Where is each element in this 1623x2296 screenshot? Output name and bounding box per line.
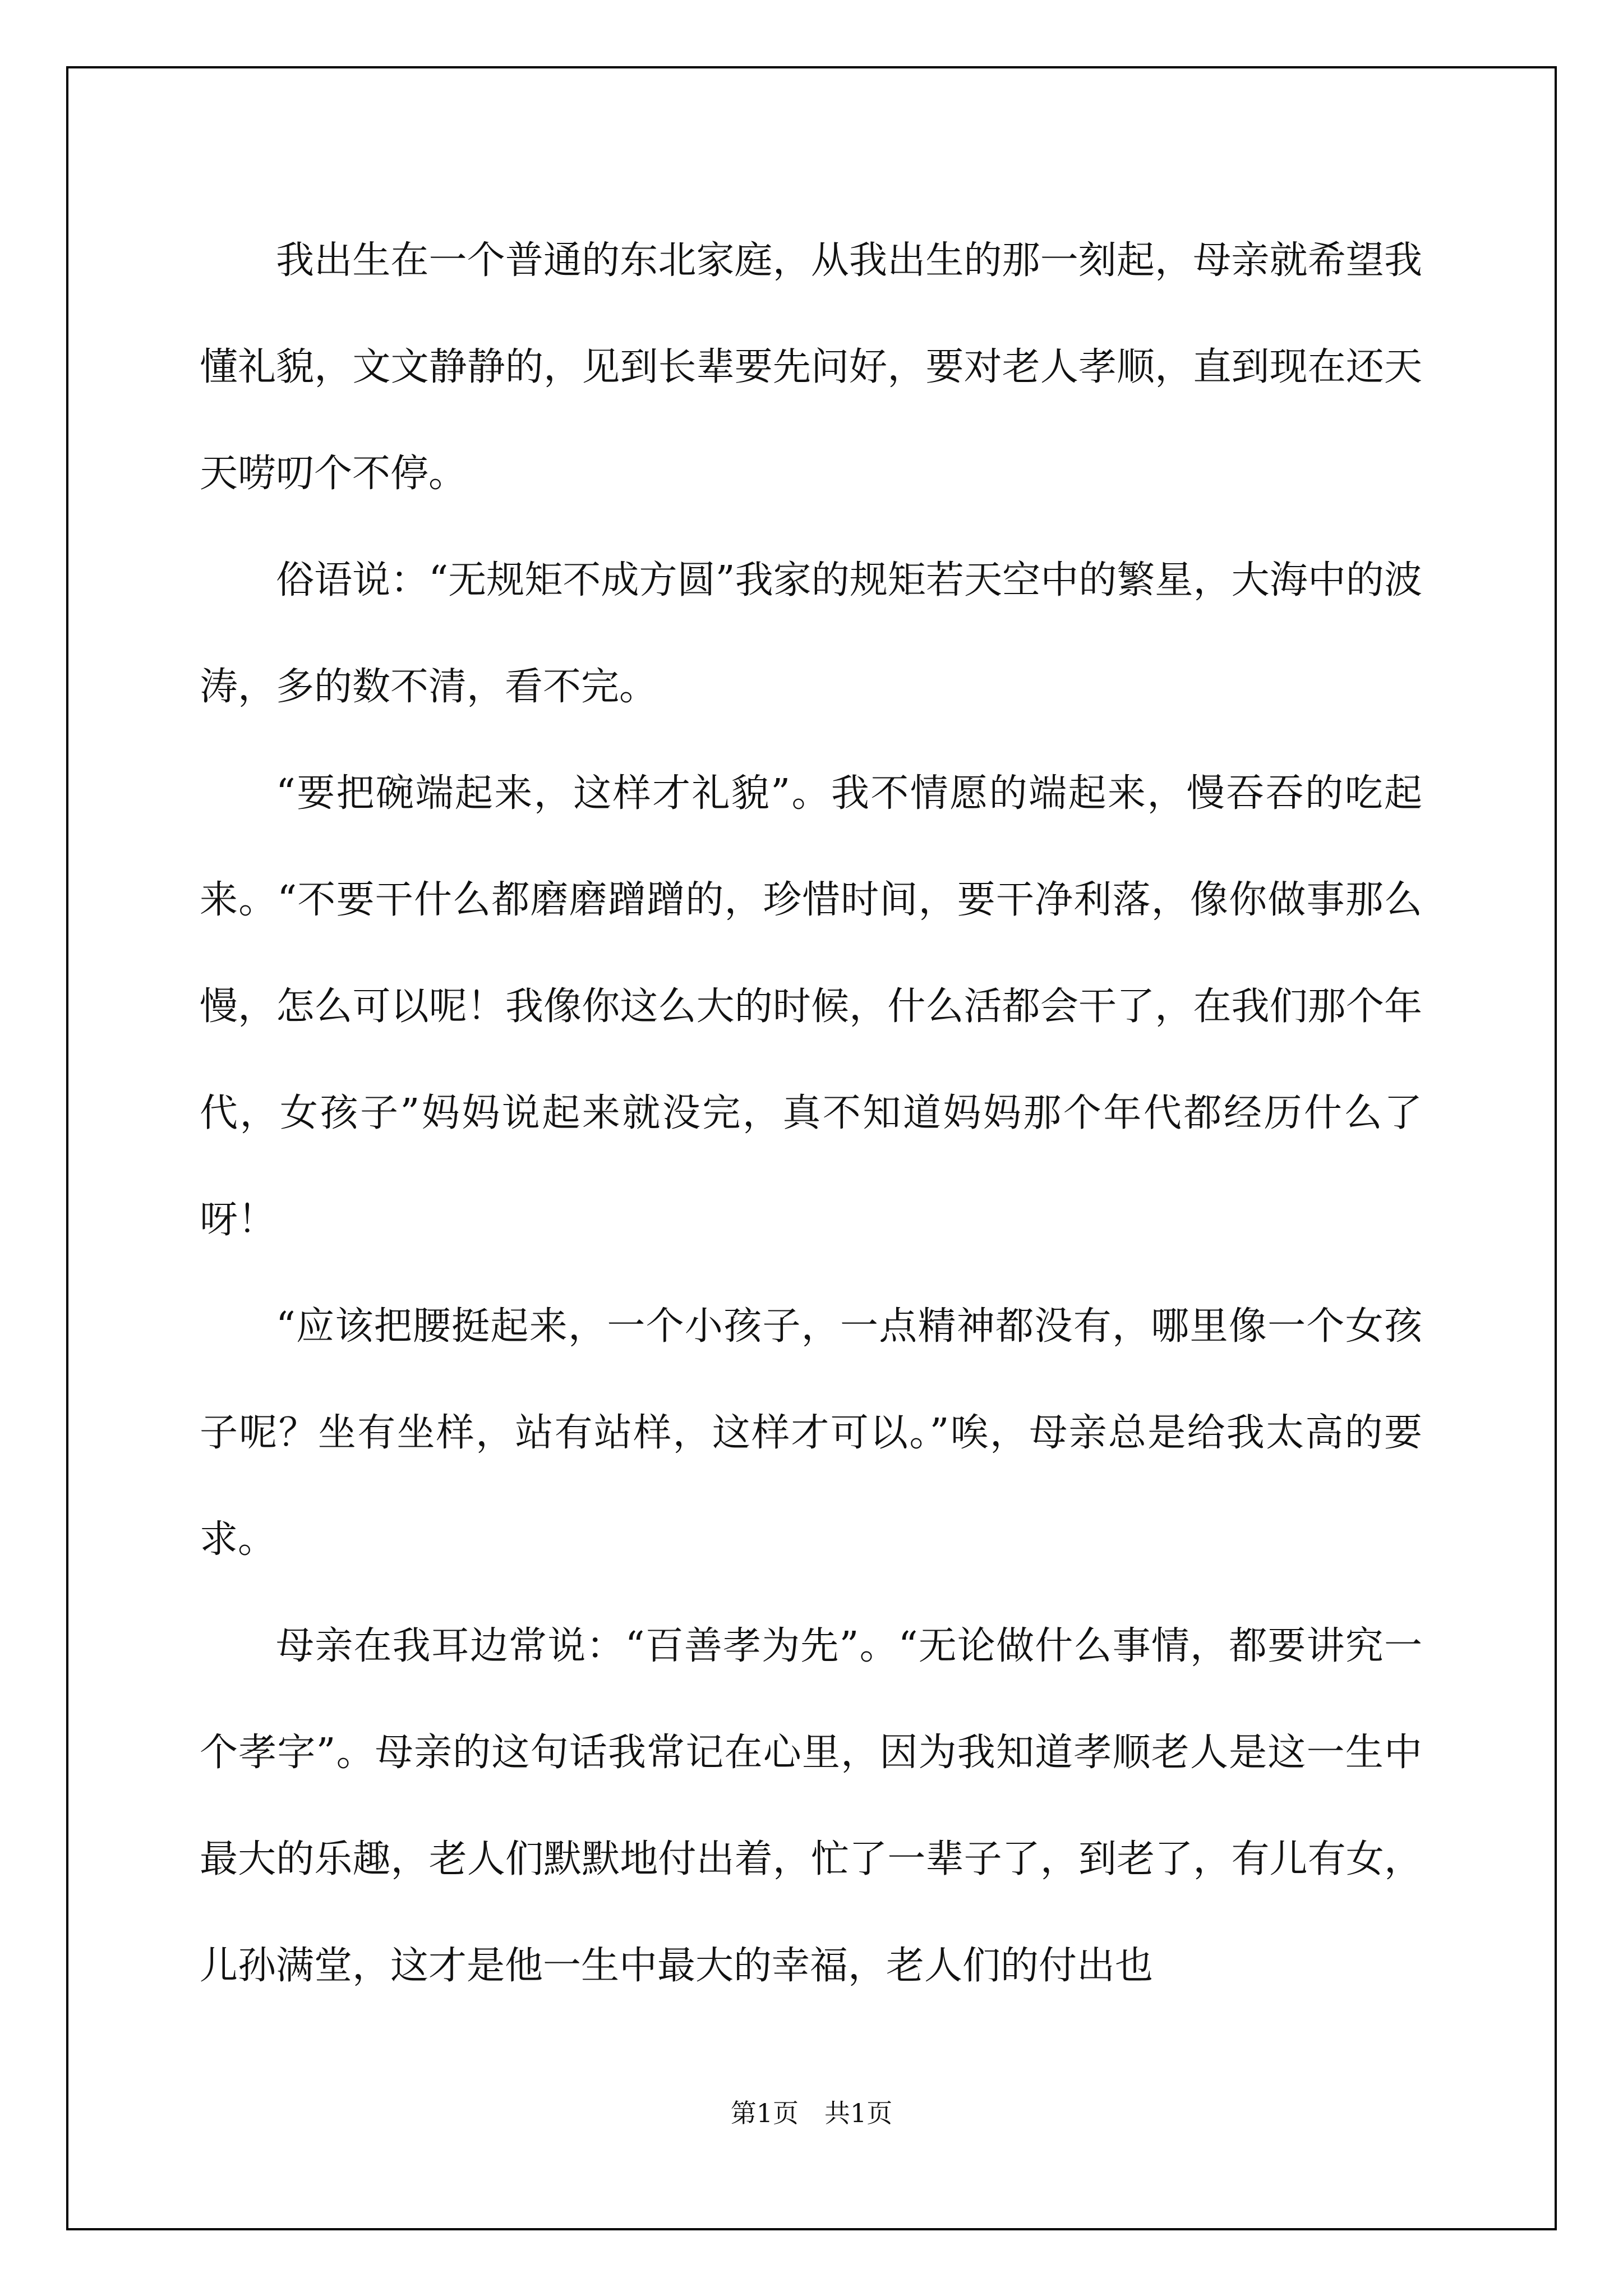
document-body	[200, 208, 1422, 2019]
paragraph-3: “要把碗端起来，这样才礼貌”。我不情愿的端起来，慢吞吞的吃起来。“不要干什么都磨磨蹭蹭的，珍惜时间，要干净利落，像你做事那么慢，怎么可以呢！我像你这么大的时候，什么活都会干了，在我们那个年代，女孩子”妈妈说起来就没完，真不知道妈妈那个年代都经历什么了呀！	[200, 771, 1422, 1242]
paragraph-4: “应该把腰挺起来，一个小孩子，一点精神都没有，哪里像一个女孩子呢？坐有坐样，站有站样，这样才可以。”唉，母亲总是给我太高的要求。	[200, 1304, 1422, 1562]
paragraph-5: 母亲在我耳边常说：“百善孝为先”。“无论做什么事情，都要讲究一个孝字”。母亲的这句话我常记在心里，因为我知道孝顺老人是这一生中最大的乐趣，老人们默默地付出着，忙了一辈子了，到老了，有儿有女，儿孙满堂，这才是他一生中最大的幸福，老人们的付出也	[200, 1624, 1422, 1988]
paragraph-2: 俗语说：“无规矩不成方圆”我家的规矩若天空中的繁星，大海中的波涛，多的数不清，看不完。	[200, 558, 1422, 709]
paragraph-1: 我出生在一个普通的东北家庭，从我出生的那一刻起，母亲就希望我懂礼貌，文文静静的，见到长辈要先问好，要对老人孝顺，直到现在还天天唠叨个不停。	[200, 238, 1422, 496]
page-footer: 第1页 共1页	[730, 2098, 893, 2128]
